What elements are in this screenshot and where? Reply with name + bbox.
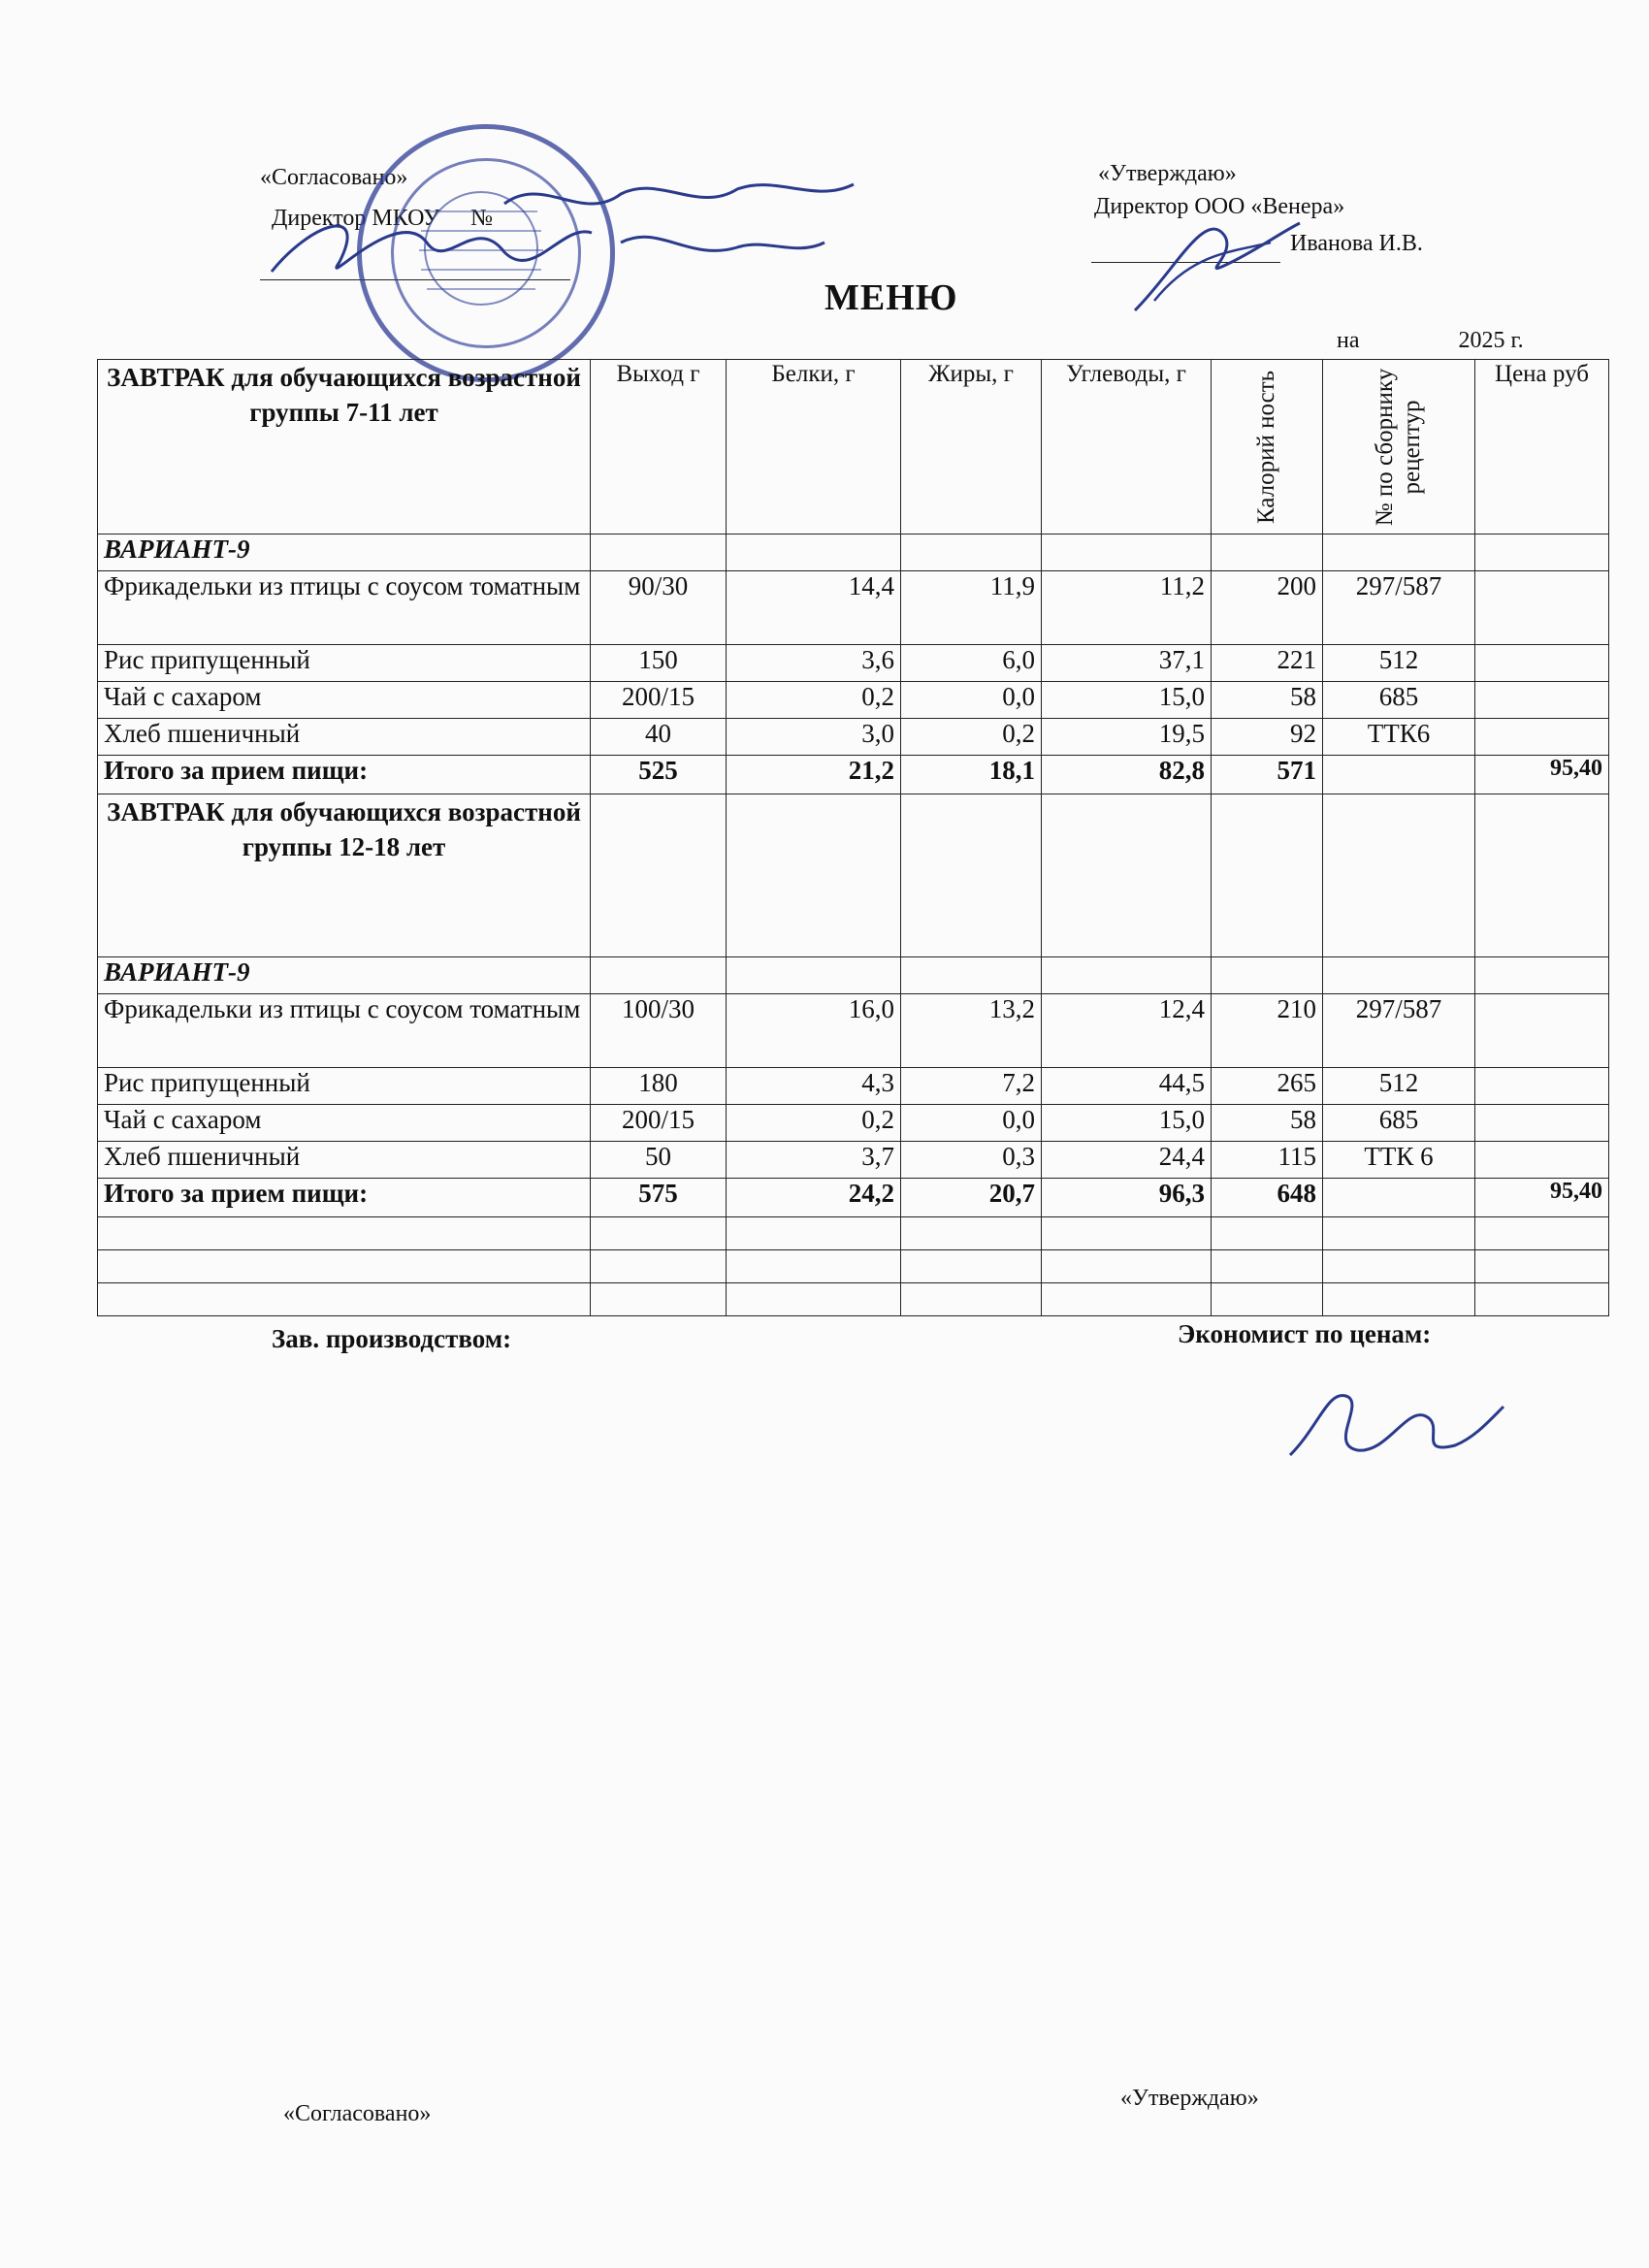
dish-output: 200/15 [591,682,727,719]
empty-row [98,1250,1609,1283]
date-line [1337,328,1524,354]
agreed-label: «Согласовано» [260,165,408,190]
dish-name: Чай с сахаром [98,1105,591,1142]
left-position-text: Директор МКОУ [272,206,440,231]
dish-carbs: 44,5 [1042,1068,1212,1105]
table-row [98,645,1609,682]
dish-recipe: 297/587 [1323,571,1475,645]
dish-carbs: 24,4 [1042,1142,1212,1179]
table-row [98,1068,1609,1105]
section2-title: ЗАВТРАК для обучающихся возрастной группы 12-18 лет [98,794,591,957]
dish-recipe: 685 [1323,1105,1475,1142]
dish-calories: 92 [1212,719,1323,756]
economist-signature [1271,1368,1513,1474]
dish-fat: 0,2 [901,719,1042,756]
section1-title: ЗАВТРАК для обучающихся возрастной группы 7-11 лет [98,360,591,535]
dish-carbs: 11,2 [1042,571,1212,645]
dish-recipe: ТТК6 [1323,719,1475,756]
dish-calories: 210 [1212,994,1323,1068]
dish-protein: 4,3 [727,1068,901,1105]
dish-recipe: 685 [1323,682,1475,719]
table-row [98,719,1609,756]
dish-output: 40 [591,719,727,756]
dish-fat: 7,2 [901,1068,1042,1105]
economist-label: Экономист по ценам: [1178,1319,1432,1348]
dish-fat: 0,0 [901,1105,1042,1142]
section2-variant-row [98,957,1609,994]
dish-output: 90/30 [591,571,727,645]
dish-fat: 13,2 [901,994,1042,1068]
table-row [98,1142,1609,1179]
dish-price [1475,994,1609,1068]
dish-calories: 115 [1212,1142,1323,1179]
dish-name: Чай с сахаром [98,682,591,719]
dish-fat: 0,3 [901,1142,1042,1179]
total-calories: 571 [1212,756,1323,794]
dish-name: Хлеб пшеничный [98,719,591,756]
total-row [98,1179,1609,1217]
total-label: Итого за прием пищи: [98,756,591,794]
production-head-label: Зав. производством: [272,1324,512,1353]
dish-recipe: 297/587 [1323,994,1475,1068]
dish-output: 180 [591,1068,727,1105]
header-row [98,360,1609,535]
dish-carbs: 37,1 [1042,645,1212,682]
dish-fat: 0,0 [901,682,1042,719]
total-fat: 18,1 [901,756,1042,794]
dish-protein: 0,2 [727,682,901,719]
total-price: 95,40 [1475,1179,1609,1217]
dish-protein: 16,0 [727,994,901,1068]
total-row [98,756,1609,794]
dish-price [1475,1142,1609,1179]
col-recipe: № по сборнику рецептур [1372,368,1425,527]
dish-recipe: 512 [1323,645,1475,682]
total-label: Итого за прием пищи: [98,1179,591,1217]
total-output: 525 [591,756,727,794]
dish-name: Рис припущенный [98,645,591,682]
col-recipe-cell [1323,360,1475,535]
empty-row [98,1283,1609,1316]
table-row [98,994,1609,1068]
dish-recipe: ТТК 6 [1323,1142,1475,1179]
total-carbs: 82,8 [1042,756,1212,794]
date-year: 2025 г. [1458,328,1524,353]
col-output: Выход г [591,360,727,535]
col-fat: Жиры, г [901,360,1042,535]
dish-protein: 3,0 [727,719,901,756]
date-prefix: на [1337,328,1360,353]
col-price: Цена руб [1475,360,1609,535]
menu-table [97,359,1609,1316]
dish-name: Фрикадельки из птицы с соусом томатным [98,571,591,645]
section1-variant: ВАРИАНТ-9 [98,535,591,571]
bottom-approve-label: «Утверждаю» [1120,2086,1259,2111]
dish-price [1475,682,1609,719]
col-calories-cell [1212,360,1323,535]
right-position: Директор ООО «Венера» [1094,194,1345,219]
col-calories: Калорий ность [1253,370,1279,525]
dish-calories: 200 [1212,571,1323,645]
table-row [98,571,1609,645]
total-calories: 648 [1212,1179,1323,1217]
dish-output: 100/30 [591,994,727,1068]
section2-header-row [98,794,1609,957]
dish-name: Хлеб пшеничный [98,1142,591,1179]
page-title: МЕНЮ [824,277,958,318]
dish-recipe: 512 [1323,1068,1475,1105]
dish-calories: 58 [1212,1105,1323,1142]
dish-protein: 14,4 [727,571,901,645]
dish-price [1475,1068,1609,1105]
dish-fat: 11,9 [901,571,1042,645]
number-sign: № [470,206,494,231]
dish-name: Рис припущенный [98,1068,591,1105]
total-recipe [1323,1179,1475,1217]
empty-row [98,1217,1609,1250]
table-row [98,682,1609,719]
dish-protein: 0,2 [727,1105,901,1142]
dish-price [1475,571,1609,645]
dish-calories: 221 [1212,645,1323,682]
dish-carbs: 15,0 [1042,682,1212,719]
total-price: 95,40 [1475,756,1609,794]
dish-calories: 265 [1212,1068,1323,1105]
total-recipe [1323,756,1475,794]
table-row [98,1105,1609,1142]
section1-variant-row [98,535,1609,571]
dish-price [1475,1105,1609,1142]
dish-carbs: 12,4 [1042,994,1212,1068]
dish-fat: 6,0 [901,645,1042,682]
dish-carbs: 19,5 [1042,719,1212,756]
total-fat: 20,7 [901,1179,1042,1217]
total-protein: 21,2 [727,756,901,794]
dish-price [1475,719,1609,756]
dish-price [1475,645,1609,682]
dish-calories: 58 [1212,682,1323,719]
right-name: Иванова И.В. [1290,231,1423,256]
dish-output: 50 [591,1142,727,1179]
col-protein: Белки, г [727,360,901,535]
left-signature [252,165,873,301]
dish-output: 150 [591,645,727,682]
section2-variant: ВАРИАНТ-9 [98,957,591,994]
dish-output: 200/15 [591,1105,727,1142]
col-carbs: Углеводы, г [1042,360,1212,535]
total-protein: 24,2 [727,1179,901,1217]
bottom-agreed-label: «Согласовано» [283,2101,432,2126]
dish-carbs: 15,0 [1042,1105,1212,1142]
approve-label: «Утверждаю» [1098,161,1237,186]
right-signature [1116,194,1310,320]
dish-name: Фрикадельки из птицы с соусом томатным [98,994,591,1068]
dish-protein: 3,6 [727,645,901,682]
dish-protein: 3,7 [727,1142,901,1179]
total-carbs: 96,3 [1042,1179,1212,1217]
total-output: 575 [591,1179,727,1217]
